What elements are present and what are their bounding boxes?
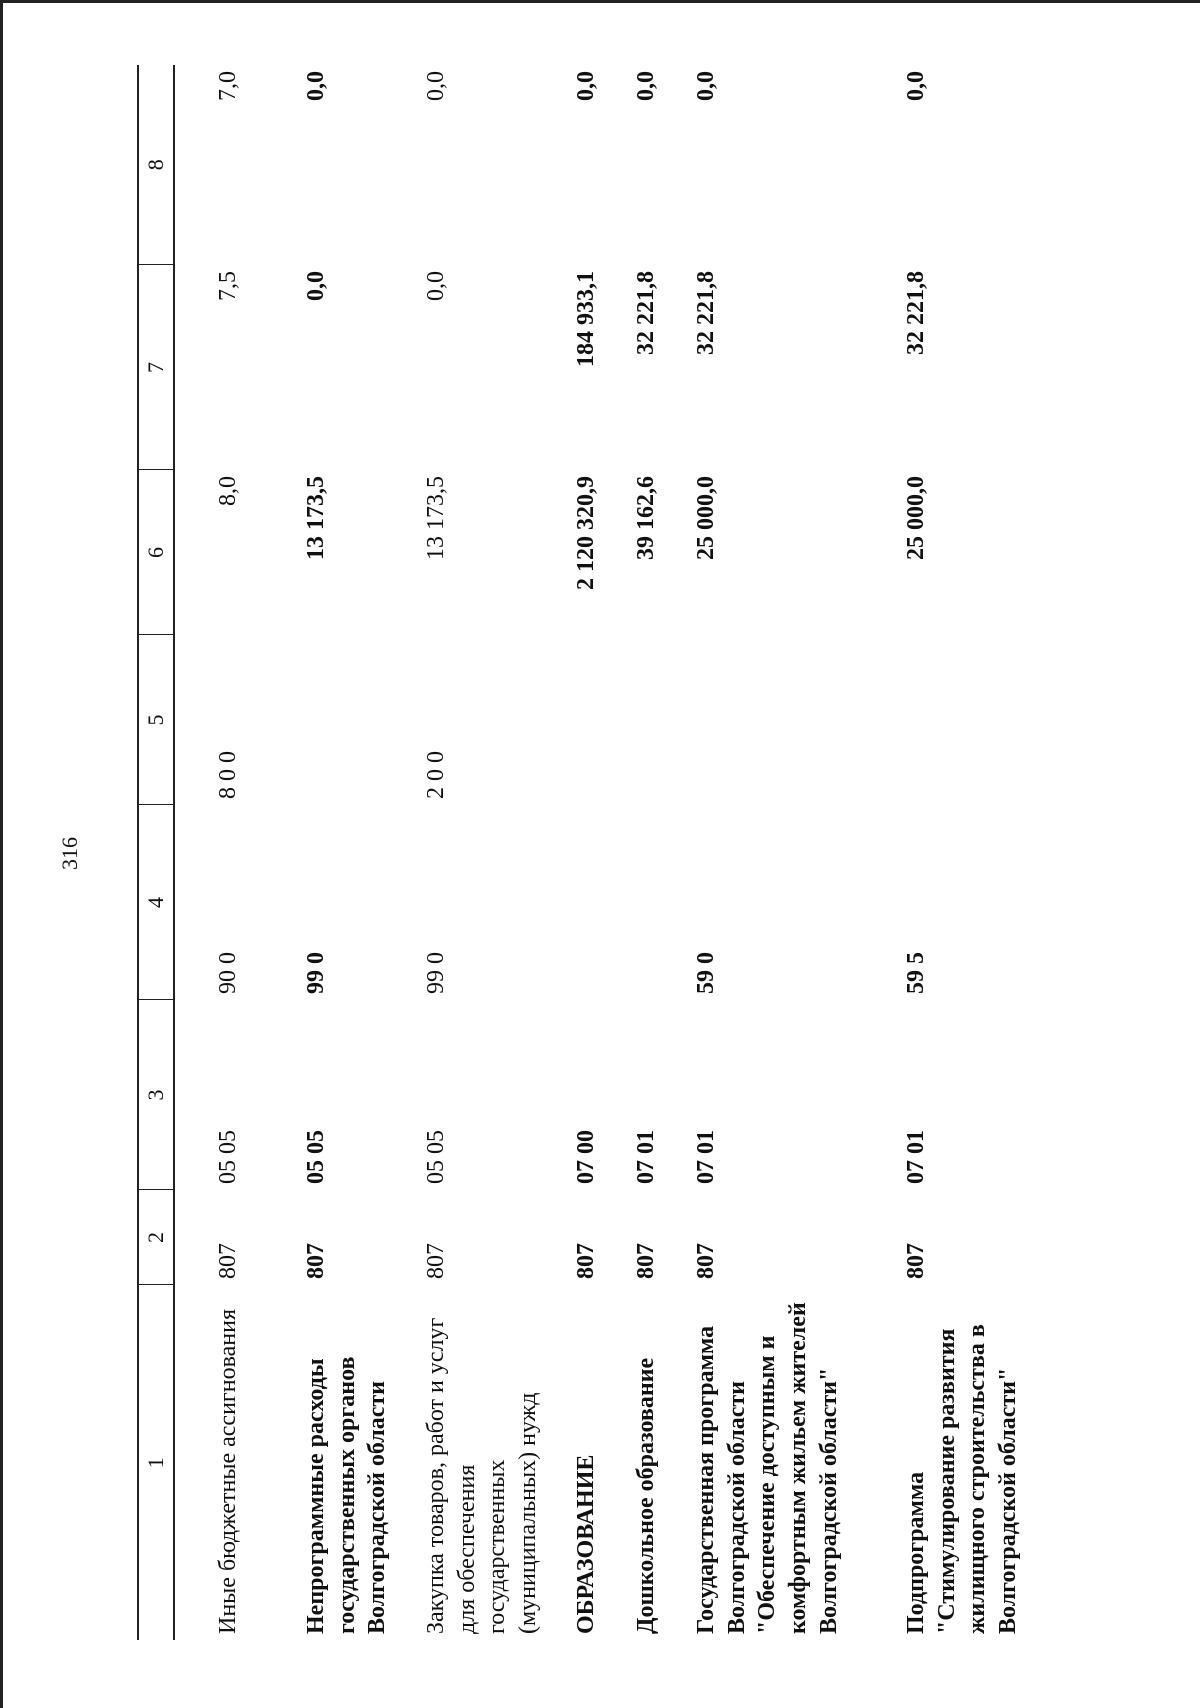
cell-col2: 807	[633, 1243, 659, 1279]
cell-col4: 99 0	[423, 952, 449, 994]
cell-col3: 05 05	[303, 1130, 329, 1184]
cell-col5	[297, 635, 417, 805]
cell-col6: 13 173,5	[303, 476, 329, 560]
cell-col5	[627, 635, 687, 805]
table-row	[687, 65, 897, 1640]
cell-col6: 2 120 320,9	[573, 476, 599, 590]
rotated-page	[57, 65, 1022, 1640]
cell-col4	[567, 805, 627, 1000]
row-name: Иные бюджетные ассигнования	[215, 1309, 241, 1634]
budget-table	[137, 65, 1027, 1640]
table-row	[567, 65, 627, 1640]
cell-col8: 7,0	[215, 71, 241, 101]
page-number: 316	[57, 837, 82, 870]
cell-col5: 2 0 0	[423, 751, 449, 799]
cell-col3: 07 01	[633, 1130, 659, 1184]
cell-col4: 90 0	[215, 952, 241, 994]
cell-col8: 0,0	[633, 71, 659, 101]
cell-col5	[897, 635, 1027, 805]
cell-col7: 184 933,1	[573, 271, 599, 367]
row-name: Подпрограмма "Стимулирование развития жилищного строительства в Волгоградской области"	[903, 1324, 1022, 1634]
cell-col3: 07 01	[693, 1130, 719, 1184]
table-row	[209, 65, 297, 1640]
cell-col7: 0,0	[423, 271, 449, 301]
cell-col2: 807	[573, 1243, 599, 1279]
cell-col3: 05 05	[215, 1130, 241, 1184]
cell-col8: 0,0	[303, 71, 329, 101]
cell-col4: 59 5	[903, 952, 929, 994]
cell-col4: 99 0	[303, 952, 329, 994]
col-header-5: 5	[138, 635, 174, 805]
col-header-8: 8	[138, 65, 174, 265]
cell-col6: 8,0	[215, 476, 241, 506]
cell-col2: 807	[303, 1243, 329, 1279]
row-name: ОБРАЗОВАНИЕ	[573, 1454, 599, 1634]
cell-col7: 0,0	[303, 271, 329, 301]
row-name: Непрограммные расходы государственных органов Волгоградской области	[303, 1356, 391, 1634]
cell-col5	[567, 635, 627, 805]
scan-edge-top	[0, 0, 1200, 3]
cell-col7: 32 221,8	[633, 271, 659, 355]
table-row	[417, 65, 567, 1640]
scan-edge-left	[0, 0, 3, 1708]
cell-col4	[627, 805, 687, 1000]
cell-col2: 807	[423, 1243, 449, 1279]
table-row	[627, 65, 687, 1640]
cell-col7: 7,5	[215, 271, 241, 301]
cell-col5	[687, 635, 897, 805]
header-row	[138, 65, 174, 1640]
cell-col3: 07 00	[573, 1130, 599, 1184]
col-header-3: 3	[138, 1000, 174, 1190]
cell-col6: 25 000,0	[903, 476, 929, 560]
col-header-7: 7	[138, 265, 174, 470]
cell-col3: 07 01	[903, 1130, 929, 1184]
cell-col7: 32 221,8	[693, 271, 719, 355]
cell-col3: 05 05	[423, 1130, 449, 1184]
col-header-1: 1	[138, 1285, 174, 1640]
row-name: Дошкольное образование	[633, 1357, 659, 1634]
spacer-row	[174, 65, 209, 1640]
row-name: Государственная программа Волгоградской области "Обеспечение доступным и комфортным жильем жителей Волгоградской области"	[693, 1302, 842, 1634]
cell-col8: 0,0	[693, 71, 719, 101]
table-row	[297, 65, 417, 1640]
cell-col6: 13 173,5	[423, 476, 449, 560]
cell-col2: 807	[215, 1243, 241, 1279]
cell-col6: 25 000,0	[693, 476, 719, 560]
cell-col8: 0,0	[573, 71, 599, 101]
cell-col2: 807	[693, 1243, 719, 1279]
cell-col7: 32 221,8	[903, 271, 929, 355]
col-header-6: 6	[138, 470, 174, 635]
col-header-2: 2	[138, 1190, 174, 1285]
cell-col5: 8 0 0	[215, 751, 241, 799]
row-name: Закупка товаров, работ и услуг для обеспечения государственных (муниципальных) нужд	[423, 1317, 542, 1634]
col-header-4: 4	[138, 805, 174, 1000]
cell-col2: 807	[903, 1243, 929, 1279]
table-row	[897, 65, 1027, 1640]
cell-col6: 39 162,6	[633, 476, 659, 560]
cell-col4: 59 0	[693, 952, 719, 994]
cell-col8: 0,0	[903, 71, 929, 101]
cell-col8: 0,0	[423, 71, 449, 101]
